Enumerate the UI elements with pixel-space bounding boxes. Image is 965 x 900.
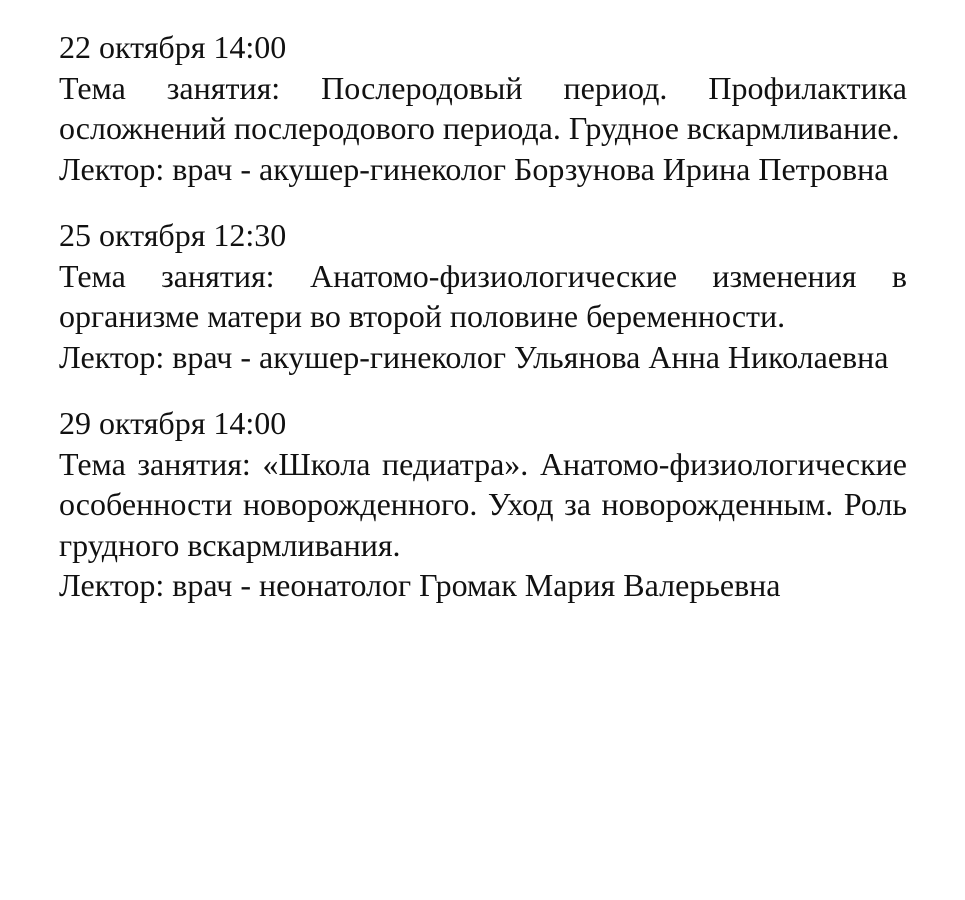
session-lecturer: Лектор: врач - неонатолог Громак Мария Валерьевна bbox=[59, 567, 781, 603]
session-block bbox=[59, 27, 907, 189]
session-date: 22 октября 14:00 bbox=[59, 29, 287, 65]
session-date: 25 октября 12:30 bbox=[59, 217, 287, 253]
schedule-document bbox=[59, 27, 907, 632]
session-topic: Тема занятия: Послеродовый период. Профилактика осложнений послеродового периода. Грудное вскармливание. bbox=[59, 69, 907, 146]
session-block bbox=[59, 403, 907, 606]
session-date: 29 октября 14:00 bbox=[59, 405, 287, 441]
session-topic: Тема занятия: «Школа педиатра». Анатомо-физиологические особенности новорожденного. Уход за новорожденным. Роль грудного вскармливания. bbox=[59, 445, 907, 563]
session-lecturer: Лектор: врач - акушер-гинеколог Борзунова Ирина Петровна bbox=[59, 150, 889, 187]
session-topic: Тема занятия: Анатомо-физиологические изменения в организме матери во второй половине беременности. bbox=[59, 257, 907, 334]
session-lecturer: Лектор: врач - акушер-гинеколог Ульянова Анна Николаевна bbox=[59, 338, 889, 375]
session-block bbox=[59, 215, 907, 377]
